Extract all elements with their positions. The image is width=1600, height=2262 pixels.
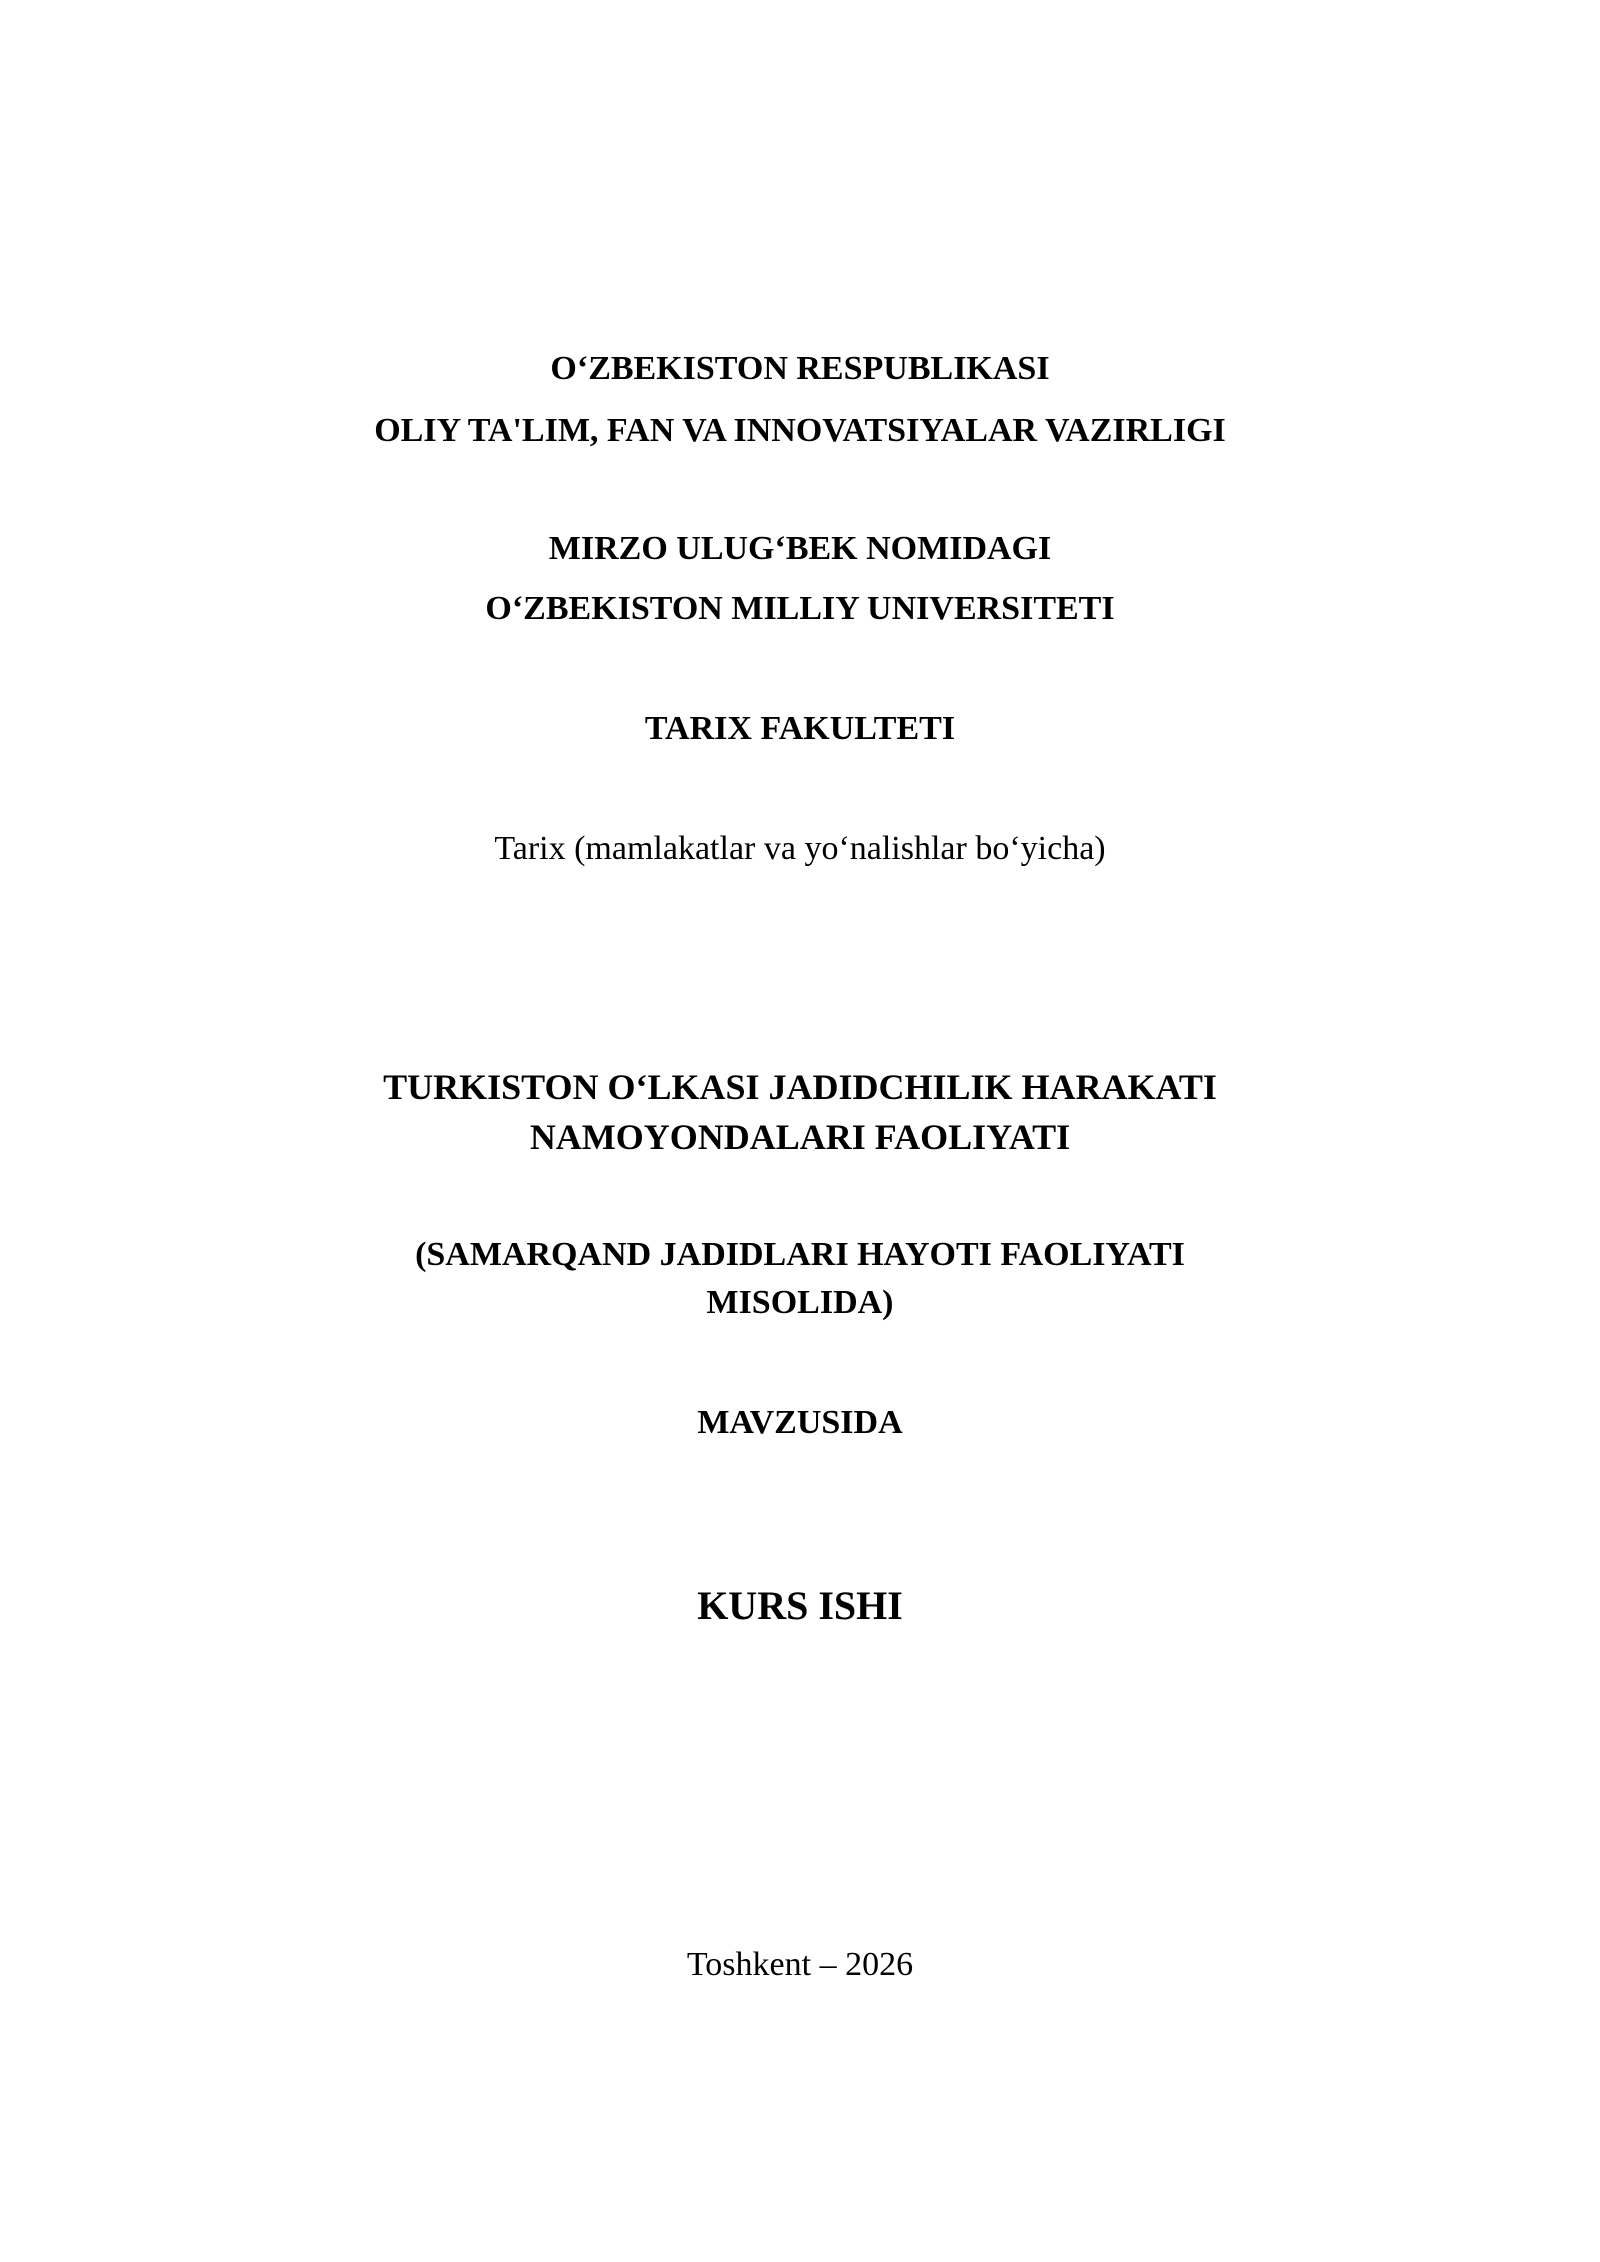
mavzusida-label: MAVZUSIDA: [697, 1404, 903, 1441]
work-type-title: KURS ISHI: [697, 1583, 903, 1628]
topic-line-2: NAMOYONDALARI FAOLIYATI: [529, 1117, 1071, 1157]
university-line-1: MIRZO ULUG‘BEK NOMIDAGI: [548, 530, 1052, 567]
specialty: Tarix (mamlakatlar va yo‘nalishlar bo‘yicha): [494, 830, 1106, 867]
subtopic-line-1: (SAMARQAND JADIDLARI HAYOTI FAOLIYATI: [415, 1236, 1185, 1273]
university-line-2: O‘ZBEKISTON MILLIY UNIVERSITETI: [485, 590, 1115, 627]
ministry-line-2: OLIY TA'LIM, FAN VA INNOVATSIYALAR VAZIRLIGI: [374, 412, 1226, 449]
subtopic-line-2: MISOLIDA): [706, 1284, 894, 1321]
faculty-name: TARIX FAKULTETI: [644, 710, 956, 747]
place-year: Toshkent – 2026: [686, 1946, 914, 1983]
ministry-line-1: O‘ZBEKISTON RESPUBLIKASI: [550, 350, 1050, 387]
topic-line-1: TURKISTON O‘LKASI JADIDCHILIK HARAKATI: [383, 1067, 1217, 1107]
